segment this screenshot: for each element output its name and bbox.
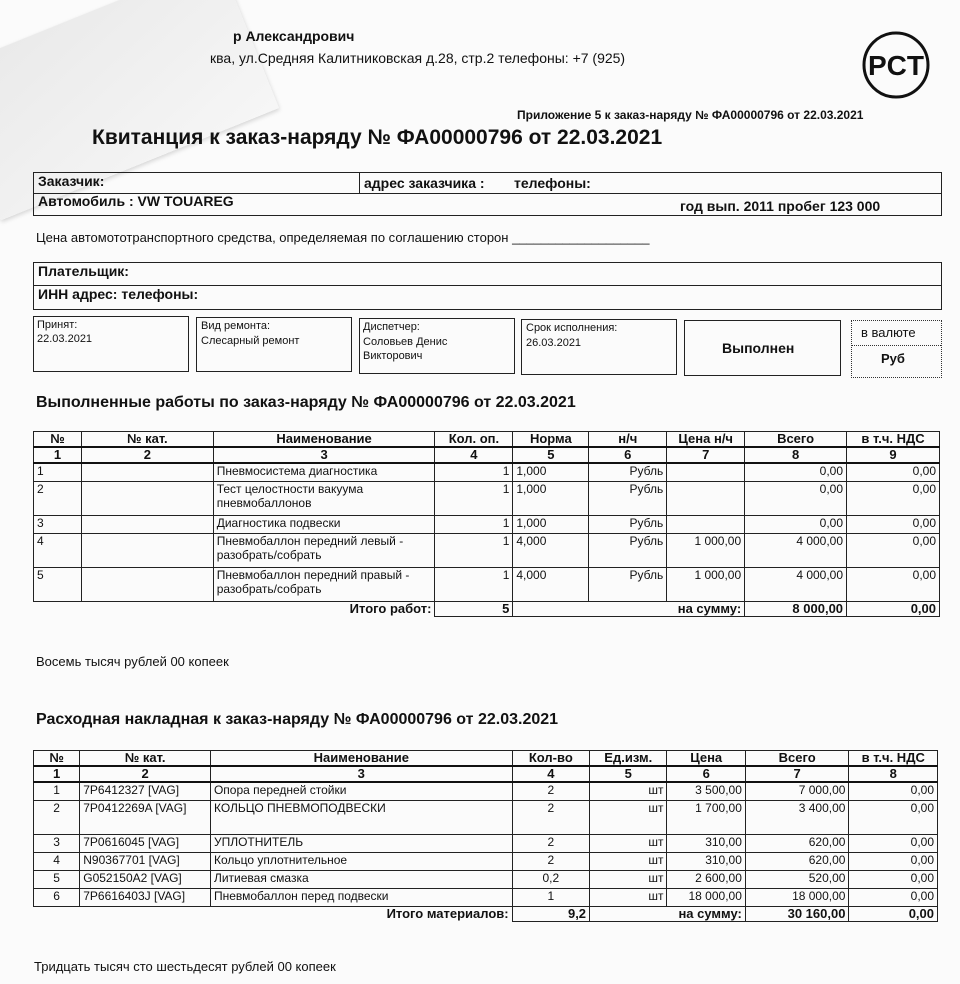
row-total: 0,00 bbox=[745, 463, 847, 481]
row-vat: 0,00 bbox=[849, 782, 938, 800]
table-row bbox=[34, 852, 938, 870]
works-colnum: 6 bbox=[589, 447, 667, 463]
works-col-num: № bbox=[34, 432, 82, 448]
row-qty: 1 bbox=[435, 533, 513, 567]
table-row bbox=[34, 567, 940, 601]
row-name: Опора передней стойки bbox=[210, 782, 512, 800]
row-qty: 2 bbox=[512, 800, 589, 834]
row-vat: 0,00 bbox=[849, 834, 938, 852]
table-row bbox=[34, 463, 940, 481]
row-vat: 0,00 bbox=[849, 888, 938, 906]
materials-title: Расходная накладная к заказ-наряду № ФА00000796 от 22.03.2021 bbox=[36, 711, 559, 728]
repair-type-value: Слесарный ремонт bbox=[201, 335, 300, 347]
materials-header-row bbox=[34, 751, 938, 767]
pct-certification-logo-icon bbox=[860, 30, 932, 100]
row-cat bbox=[81, 533, 213, 567]
works-number-row bbox=[34, 447, 940, 463]
row-qty: 2 bbox=[512, 782, 589, 800]
customer-phones-label: телефоны: bbox=[514, 175, 591, 191]
row-qty: 1 bbox=[435, 567, 513, 601]
row-name: Пневмобаллон перед подвески bbox=[210, 888, 512, 906]
row-unit: шт bbox=[590, 800, 667, 834]
works-title: Выполненные работы по заказ-наряду № ФА00000796 от 22.03.2021 bbox=[36, 394, 576, 411]
materials-col-cat: № кат. bbox=[80, 751, 211, 767]
works-colnum: 2 bbox=[81, 447, 213, 463]
row-unit: Рубль bbox=[589, 533, 667, 567]
works-total-label: Итого работ: bbox=[349, 600, 432, 616]
materials-sum-vat: 0,00 bbox=[849, 906, 938, 921]
row-vat: 0,00 bbox=[847, 463, 940, 481]
materials-col-total: Всего bbox=[745, 751, 849, 767]
customer-label: Заказчик: bbox=[38, 173, 105, 189]
car-label: Автомобиль : VW TOUAREG bbox=[38, 193, 234, 209]
works-col-unit: н/ч bbox=[589, 432, 667, 448]
row-price bbox=[667, 463, 745, 481]
works-sum-label: на сумму: bbox=[513, 601, 745, 616]
table-row bbox=[34, 800, 938, 834]
row-qty: 1 bbox=[435, 515, 513, 533]
materials-col-unit: Ед.изм. bbox=[590, 751, 667, 767]
row-price bbox=[667, 481, 745, 515]
row-name: Диагностика подвески bbox=[213, 515, 435, 533]
table-row bbox=[34, 481, 940, 515]
row-qty: 1 bbox=[435, 481, 513, 515]
row-vat: 0,00 bbox=[847, 515, 940, 533]
row-vat: 0,00 bbox=[847, 481, 940, 515]
row-name: Литиевая смазка bbox=[210, 870, 512, 888]
row-name: Пневмосистема диагностика bbox=[213, 463, 435, 481]
row-price bbox=[667, 515, 745, 533]
document-title: Квитанция к заказ-наряду № ФА00000796 от 22.03.2021 bbox=[92, 126, 663, 149]
currency-label: в валюте bbox=[861, 325, 916, 340]
works-colnum: 9 bbox=[847, 447, 940, 463]
row-unit: Рубль bbox=[589, 481, 667, 515]
customer-address-label: адрес заказчика : bbox=[364, 175, 485, 191]
works-col-cat: № кат. bbox=[81, 432, 213, 448]
row-cat: 7P6412327 [VAG] bbox=[80, 782, 211, 800]
repair-type-label: Вид ремонта: bbox=[201, 320, 271, 332]
table-row bbox=[34, 515, 940, 533]
materials-total-label: Итого материалов: bbox=[386, 905, 509, 921]
appendix-note: Приложение 5 к заказ-наряду № ФА00000796 от 22.03.2021 bbox=[517, 108, 864, 122]
row-qty: 2 bbox=[512, 852, 589, 870]
row-num: 3 bbox=[34, 515, 82, 533]
row-price: 1 700,00 bbox=[667, 800, 745, 834]
row-num: 3 bbox=[34, 834, 80, 852]
works-col-vat: в т.ч. НДС bbox=[847, 432, 940, 448]
works-colnum: 1 bbox=[34, 447, 82, 463]
works-col-price: Цена н/ч bbox=[667, 432, 745, 448]
row-name: Пневмобаллон передний правый - разобрать/собрать bbox=[213, 567, 435, 601]
status-value: Выполнен bbox=[722, 340, 795, 356]
materials-colnum: 3 bbox=[210, 766, 512, 782]
row-cat: 7P6616403J [VAG] bbox=[80, 888, 211, 906]
row-price: 310,00 bbox=[667, 834, 745, 852]
dispatcher-name-2: Викторович bbox=[363, 350, 423, 362]
materials-colnum: 8 bbox=[849, 766, 938, 782]
materials-col-price: Цена bbox=[667, 751, 745, 767]
row-cat: 7P0616045 [VAG] bbox=[80, 834, 211, 852]
works-colnum: 7 bbox=[667, 447, 745, 463]
row-num: 1 bbox=[34, 782, 80, 800]
row-cat bbox=[81, 463, 213, 481]
row-num: 2 bbox=[34, 481, 82, 515]
works-sum-vat: 0,00 bbox=[847, 601, 940, 616]
row-num: 6 bbox=[34, 888, 80, 906]
row-unit: Рубль bbox=[589, 463, 667, 481]
materials-colnum: 4 bbox=[512, 766, 589, 782]
materials-sum-label: на сумму: bbox=[590, 906, 746, 921]
row-num: 2 bbox=[34, 800, 80, 834]
works-total-qty: 5 bbox=[435, 601, 513, 616]
accepted-value: 22.03.2021 bbox=[37, 333, 93, 345]
works-sum-in-words: Восемь тысяч рублей 00 копеек bbox=[36, 654, 229, 669]
row-unit: Рубль bbox=[589, 567, 667, 601]
payer-label: Плательщик: bbox=[38, 263, 129, 279]
price-agreement-line: Цена автомототранспортного средства, определяемая по соглашению сторон ___________________ bbox=[36, 230, 650, 245]
row-vat: 0,00 bbox=[847, 567, 940, 601]
table-row bbox=[34, 533, 940, 567]
materials-colnum: 5 bbox=[590, 766, 667, 782]
row-price: 1 000,00 bbox=[667, 567, 745, 601]
row-norm: 1,000 bbox=[513, 463, 589, 481]
row-cat: 7P0412269A [VAG] bbox=[80, 800, 211, 834]
row-norm: 1,000 bbox=[513, 515, 589, 533]
row-total: 4 000,00 bbox=[745, 533, 847, 567]
row-unit: шт bbox=[590, 834, 667, 852]
works-colnum: 8 bbox=[745, 447, 847, 463]
deadline-value: 26.03.2021 bbox=[526, 337, 582, 349]
row-qty: 2 bbox=[512, 834, 589, 852]
row-norm: 4,000 bbox=[513, 533, 589, 567]
materials-col-vat: в т.ч. НДС bbox=[849, 751, 938, 767]
row-num: 1 bbox=[34, 463, 82, 481]
materials-number-row bbox=[34, 766, 938, 782]
company-address: ква, ул.Средняя Калитниковская д.28, стр.2 телефоны: +7 (925) bbox=[210, 50, 626, 66]
works-colnum: 3 bbox=[213, 447, 435, 463]
materials-colnum: 6 bbox=[667, 766, 745, 782]
table-row bbox=[34, 870, 938, 888]
materials-col-name: Наименование bbox=[210, 751, 512, 767]
row-cat: G052150A2 [VAG] bbox=[80, 870, 211, 888]
payer-inn-line: ИНН адрес: телефоны: bbox=[38, 286, 199, 302]
materials-colnum: 7 bbox=[745, 766, 849, 782]
row-vat: 0,00 bbox=[849, 800, 938, 834]
row-norm: 4,000 bbox=[513, 567, 589, 601]
row-qty: 1 bbox=[435, 463, 513, 481]
row-cat: N90367701 [VAG] bbox=[80, 852, 211, 870]
works-colnum: 5 bbox=[513, 447, 589, 463]
row-qty: 1 bbox=[512, 888, 589, 906]
works-col-norm: Норма bbox=[513, 432, 589, 448]
materials-colnum: 1 bbox=[34, 766, 80, 782]
deadline-label: Срок исполнения: bbox=[526, 322, 618, 334]
company-name: р Александрович bbox=[233, 28, 355, 44]
table-row bbox=[34, 834, 938, 852]
row-price: 2 600,00 bbox=[667, 870, 745, 888]
materials-colnum: 2 bbox=[80, 766, 211, 782]
works-col-name: Наименование bbox=[213, 432, 435, 448]
row-total: 4 000,00 bbox=[745, 567, 847, 601]
table-row bbox=[34, 782, 938, 800]
row-name: УПЛОТНИТЕЛЬ bbox=[210, 834, 512, 852]
works-table bbox=[33, 431, 940, 617]
table-row bbox=[34, 888, 938, 906]
row-total: 18 000,00 bbox=[745, 888, 849, 906]
materials-col-num: № bbox=[34, 751, 80, 767]
row-total: 0,00 bbox=[745, 515, 847, 533]
currency-value: Руб bbox=[881, 351, 905, 366]
row-price: 18 000,00 bbox=[667, 888, 745, 906]
materials-table bbox=[33, 750, 938, 922]
works-total-row bbox=[34, 601, 940, 616]
row-unit: шт bbox=[590, 782, 667, 800]
row-qty: 0,2 bbox=[512, 870, 589, 888]
row-unit: шт bbox=[590, 888, 667, 906]
row-norm: 1,000 bbox=[513, 481, 589, 515]
row-cat bbox=[81, 567, 213, 601]
row-name: Тест целостности вакуума пневмобаллонов bbox=[213, 481, 435, 515]
row-name: КОЛЬЦО ПНЕВМОПОДВЕСКИ bbox=[210, 800, 512, 834]
row-price: 3 500,00 bbox=[667, 782, 745, 800]
row-num: 4 bbox=[34, 852, 80, 870]
row-price: 310,00 bbox=[667, 852, 745, 870]
row-unit: шт bbox=[590, 852, 667, 870]
row-name: Пневмобаллон передний левый - разобрать/собрать bbox=[213, 533, 435, 567]
row-unit: Рубль bbox=[589, 515, 667, 533]
row-unit: шт bbox=[590, 870, 667, 888]
works-sum-total: 8 000,00 bbox=[745, 601, 847, 616]
row-num: 4 bbox=[34, 533, 82, 567]
year-mileage: год вып. 2011 пробег 123 000 bbox=[680, 198, 881, 214]
works-colnum: 4 bbox=[435, 447, 513, 463]
row-num: 5 bbox=[34, 567, 82, 601]
works-header-row bbox=[34, 432, 940, 448]
row-total: 520,00 bbox=[745, 870, 849, 888]
accepted-label: Принят: bbox=[37, 319, 78, 331]
row-vat: 0,00 bbox=[849, 870, 938, 888]
row-total: 3 400,00 bbox=[745, 800, 849, 834]
row-vat: 0,00 bbox=[847, 533, 940, 567]
materials-total-row bbox=[34, 906, 938, 921]
materials-sum-total: 30 160,00 bbox=[745, 906, 849, 921]
works-col-qty: Кол. оп. bbox=[435, 432, 513, 448]
dispatcher-name-1: Соловьев Денис bbox=[363, 336, 448, 348]
row-cat bbox=[81, 515, 213, 533]
works-col-total: Всего bbox=[745, 432, 847, 448]
materials-sum-in-words: Тридцать тысяч сто шестьдесят рублей 00 копеек bbox=[34, 959, 336, 974]
materials-total-qty: 9,2 bbox=[512, 906, 589, 921]
row-total: 7 000,00 bbox=[745, 782, 849, 800]
row-name: Кольцо уплотнительное bbox=[210, 852, 512, 870]
row-price: 1 000,00 bbox=[667, 533, 745, 567]
row-total: 620,00 bbox=[745, 834, 849, 852]
logo-text: PCT bbox=[868, 50, 924, 81]
row-vat: 0,00 bbox=[849, 852, 938, 870]
dispatcher-label: Диспетчер: bbox=[363, 321, 420, 333]
materials-col-qty: Кол-во bbox=[512, 751, 589, 767]
row-total: 620,00 bbox=[745, 852, 849, 870]
row-cat bbox=[81, 481, 213, 515]
row-num: 5 bbox=[34, 870, 80, 888]
row-total: 0,00 bbox=[745, 481, 847, 515]
